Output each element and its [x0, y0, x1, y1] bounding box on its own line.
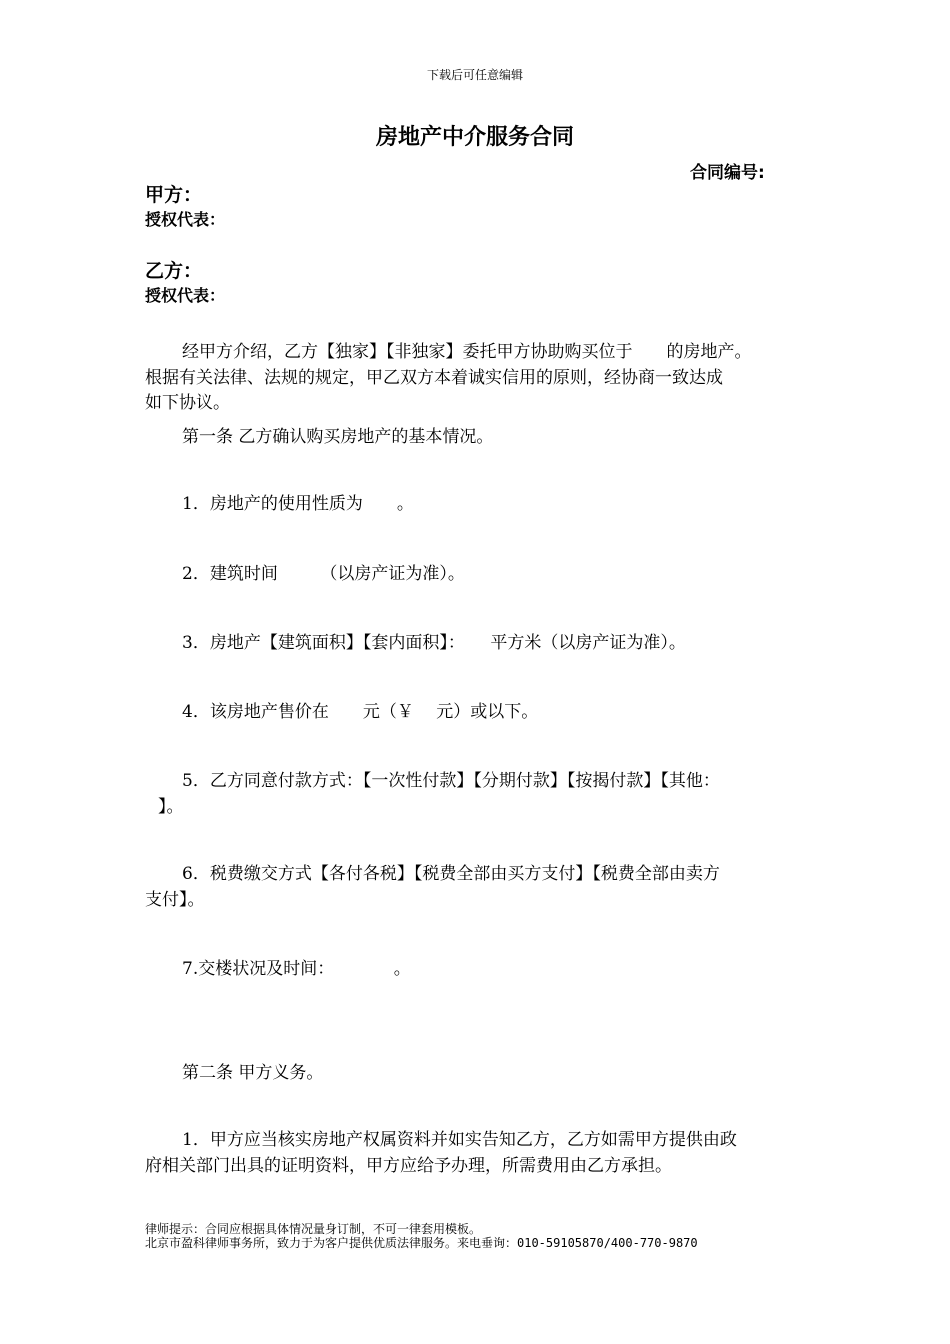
article-1-item-continued: 】。	[158, 797, 184, 817]
page-title: 房地产中介服务合同	[375, 125, 574, 150]
contract-number-label: 合同编号:	[690, 163, 765, 183]
intro-line-1: 经甲方介绍，乙方【独家】【非独家】委托甲方协助购买位于 的房地产。	[182, 342, 752, 362]
footer-lawyer-tip: 律师提示：合同应根据具体情况量身订制，不可一律套用模板。	[145, 1222, 482, 1236]
article-2-heading: 第二条 甲方义务。	[182, 1063, 324, 1083]
article-2-item-line-2: 府相关部门出具的证明资料，甲方应给予办理，所需费用由乙方承担。	[145, 1156, 672, 1176]
article-1-item: 3．房地产【建筑面积】【套内面积】： 平方米（以房产证为准）。	[182, 633, 686, 653]
article-1-item: 4．该房地产售价在 元（￥ 元）或以下。	[182, 702, 539, 722]
article-1-heading: 第一条 乙方确认购买房地产的基本情况。	[182, 427, 494, 447]
footer-firm-contact: 北京市盈科律师事务所，致力于为客户提供优质法律服务。来电垂询：010-59105870/400-770-9870	[145, 1236, 698, 1250]
article-1-item-continued: 支付】。	[145, 890, 205, 910]
party-b-label: 乙方：	[145, 260, 203, 282]
intro-line-2: 根据有关法律、法规的规定，甲乙双方本着诚实信用的原则，经协商一致达成	[145, 368, 723, 388]
article-2-item-line-1: 1．甲方应当核实房地产权属资料并如实告知乙方，乙方如需甲方提供由政	[182, 1130, 737, 1150]
article-1-item: 1．房地产的使用性质为 。	[182, 494, 414, 514]
header-note: 下载后可任意编辑	[426, 68, 523, 82]
intro-line-3: 如下协议。	[145, 393, 230, 413]
party-b-rep-label: 授权代表：	[145, 286, 226, 305]
party-a-rep-label: 授权代表：	[145, 210, 226, 229]
article-1-item: 7.交楼状况及时间： 。	[182, 959, 411, 979]
article-1-item: 6．税费缴交方式【各付各税】【税费全部由买方支付】【税费全部由卖方	[182, 864, 720, 884]
article-1-item: 2．建筑时间 （以房产证为准）。	[182, 564, 465, 584]
party-a-label: 甲方：	[145, 184, 203, 206]
article-1-item: 5．乙方同意付款方式：【一次性付款】【分期付款】【按揭付款】【其他：	[182, 771, 720, 791]
